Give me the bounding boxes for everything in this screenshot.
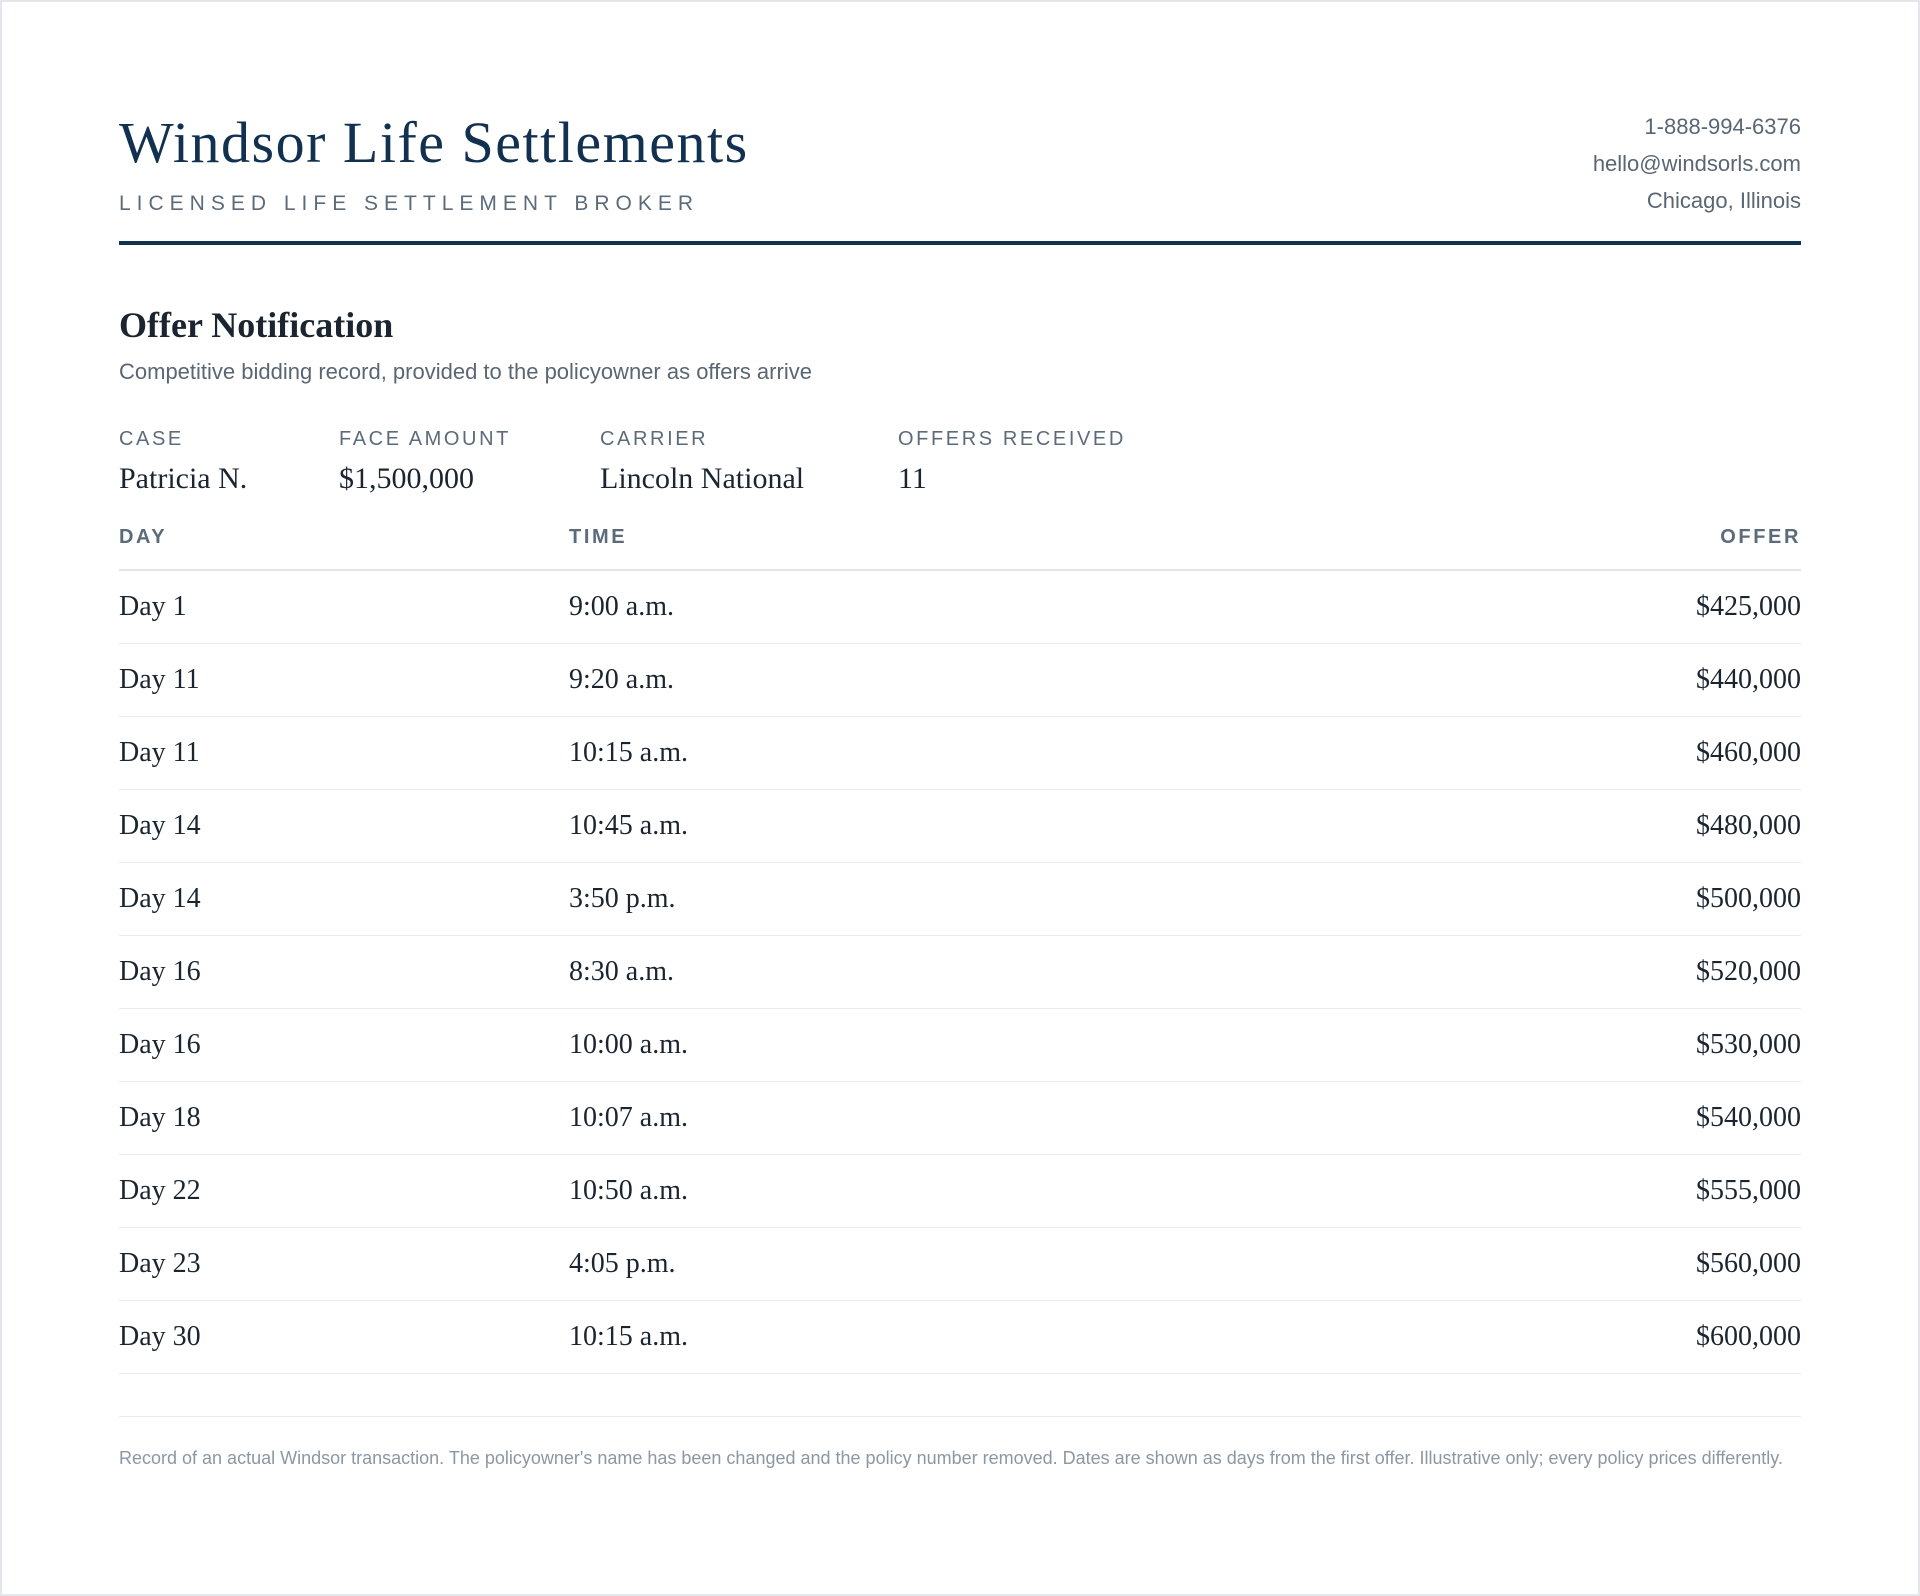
table-row — [119, 1009, 1801, 1082]
cell-time: 3:50 p.m. — [569, 863, 1224, 936]
cell-offer: $500,000 — [1224, 863, 1802, 936]
summary-label: CARRIER — [600, 428, 709, 450]
table-row — [119, 644, 1801, 717]
cell-time: 10:00 a.m. — [569, 1009, 1224, 1082]
cell-offer: $440,000 — [1224, 644, 1802, 717]
table-row — [119, 863, 1801, 936]
document-subtitle: Competitive bidding record, provided to the policyowner as offers arrive — [119, 359, 812, 384]
cell-day: Day 18 — [119, 1082, 569, 1155]
contact-email: hello@windsorls.com — [1592, 151, 1801, 176]
table-row — [119, 1228, 1801, 1301]
summary-value: 11 — [898, 462, 927, 495]
summary-offers-received — [898, 429, 1126, 494]
column-header-offer: OFFER — [1224, 527, 1802, 570]
summary-value: Lincoln National — [600, 462, 805, 495]
contact-phone: 1-888-994-6376 — [1644, 114, 1801, 139]
cell-time: 10:15 a.m. — [569, 717, 1224, 790]
summary-label: OFFERS RECEIVED — [898, 428, 1126, 450]
cell-day: Day 11 — [119, 644, 569, 717]
cell-time: 9:00 a.m. — [569, 570, 1224, 644]
summary-face-amount — [339, 429, 511, 494]
cell-day: Day 16 — [119, 1009, 569, 1082]
summary-value: $1,500,000 — [339, 462, 474, 495]
document-title: Offer Notification — [119, 305, 394, 345]
cell-time: 8:30 a.m. — [569, 936, 1224, 1009]
footnote: Record of an actual Windsor transaction. The policyowner's name has been changed and the policy number removed. Dates are shown as days from the first offer. Illustrative only; every policy prices differently. — [119, 1416, 1801, 1474]
table-row — [119, 1155, 1801, 1228]
cell-time: 10:45 a.m. — [569, 790, 1224, 863]
cell-time: 10:50 a.m. — [569, 1155, 1224, 1228]
cell-offer: $600,000 — [1224, 1301, 1802, 1374]
table-row — [119, 936, 1801, 1009]
cell-offer: $520,000 — [1224, 936, 1802, 1009]
table-row — [119, 1082, 1801, 1155]
summary-label: CASE — [119, 428, 184, 450]
cell-offer: $460,000 — [1224, 717, 1802, 790]
cell-time: 10:07 a.m. — [569, 1082, 1224, 1155]
column-header-day: DAY — [119, 527, 569, 570]
table-row — [119, 570, 1801, 644]
cell-offer: $555,000 — [1224, 1155, 1802, 1228]
cell-day: Day 30 — [119, 1301, 569, 1374]
cell-offer: $530,000 — [1224, 1009, 1802, 1082]
cell-day: Day 14 — [119, 790, 569, 863]
contact-location: Chicago, Illinois — [1646, 188, 1801, 213]
brand-title: Windsor Life Settlements — [119, 110, 749, 175]
table-header-row — [119, 527, 1801, 570]
cell-offer: $480,000 — [1224, 790, 1802, 863]
summary-label: FACE AMOUNT — [339, 428, 511, 450]
contact-info — [1593, 108, 1801, 219]
cell-time: 10:15 a.m. — [569, 1301, 1224, 1374]
table-row — [119, 717, 1801, 790]
cell-day: Day 23 — [119, 1228, 569, 1301]
table-row — [119, 1301, 1801, 1374]
cell-offer: $560,000 — [1224, 1228, 1802, 1301]
summary-value: Patricia N. — [119, 462, 248, 495]
cell-offer: $425,000 — [1224, 570, 1802, 644]
brand-subtitle: LICENSED LIFE SETTLEMENT BROKER — [119, 192, 700, 215]
cell-day: Day 14 — [119, 863, 569, 936]
cell-day: Day 1 — [119, 570, 569, 644]
summary-carrier — [600, 429, 804, 494]
cell-time: 9:20 a.m. — [569, 644, 1224, 717]
cell-day: Day 11 — [119, 717, 569, 790]
summary-case — [119, 429, 247, 494]
table-row — [119, 790, 1801, 863]
offers-table — [119, 527, 1801, 1374]
case-summary — [119, 429, 1801, 521]
cell-day: Day 16 — [119, 936, 569, 1009]
letterhead — [119, 2, 1801, 245]
cell-time: 4:05 p.m. — [569, 1228, 1224, 1301]
column-header-time: TIME — [569, 527, 1224, 570]
cell-offer: $540,000 — [1224, 1082, 1802, 1155]
cell-day: Day 22 — [119, 1155, 569, 1228]
